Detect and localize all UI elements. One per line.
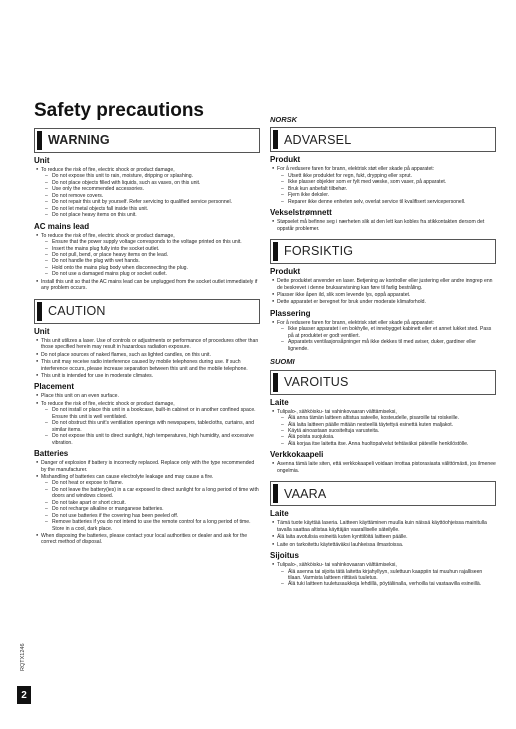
- bullet: ● Tulipalo-, sähköisku- tai vahinkovaaran välttämiseksi,: [270, 561, 496, 568]
- bullet: ● Laite on tarkoitettu käytettäväksi lauhkeissa ilmastoissa.: [270, 541, 496, 548]
- bullet: ● Dette produktet anvender en laser. Betjening av kontroller eller justering eller andre inngrep enn de beskrevet i denne bruksanvisning kan føre til farlig bestråling.: [270, 277, 496, 291]
- batteries-heading: Batteries: [34, 449, 69, 459]
- dash-item: – Fjern ikke deksler.: [270, 192, 496, 198]
- bullet: ● Place this unit on an even surface.: [34, 392, 260, 399]
- bullet: ● This unit may receive radio interference caused by mobile telephones during use. If such interference occurs, please increase separation between this unit and the mobile telephone.: [34, 358, 260, 372]
- bullet: ● Älä laita avotulisia esineitä kuten kynttilöitä laitteen päälle.: [270, 533, 496, 540]
- dash-item: – Insert the mains plug fully into the socket outlet.: [34, 246, 260, 252]
- bullet: ● Dette apparatet er beregnet for bruk under moderate klimaforhold.: [270, 298, 496, 305]
- dash-item: – Do not obstruct this unit's ventilation openings with newspapers, tablecloths, curtains, and similar items.: [34, 420, 260, 433]
- bullet: ● To reduce the risk of fire, electric shock or product damage,: [34, 232, 260, 239]
- dash-item: – Do not use batteries if the covering has been peeled off.: [34, 513, 260, 519]
- bullet: ● This unit utilizes a laser. Use of controls or adjustments or performance of procedures other than those specified herein may result in hazardous radiation exposure.: [34, 337, 260, 351]
- bullet: ● This unit is intended for use in moderate climates.: [34, 372, 260, 379]
- caution-heading: CAUTION: [34, 299, 260, 324]
- forsiktig-heading: FORSIKTIG: [270, 239, 496, 264]
- vekselstromnett-heading: Vekselstrømnett: [270, 208, 332, 218]
- dash-item: – Älä poista suojuksia.: [270, 434, 496, 440]
- dash-item: – Do not remove covers.: [34, 193, 260, 199]
- unit-heading: Unit: [34, 326, 50, 336]
- bullet: ● Plasser ikke åpen ild, slik som levende lys, oppå apparatet.: [270, 291, 496, 298]
- bullet: ● Tämä tuote käyttää laseria. Laitteen käyttäminen muulla kuin näissä käyttöohjeissa mainitulla tavalla saattaa altistaa käyttäjän vaaralliselle säteilylle.: [270, 519, 496, 533]
- dash-item: – Ensure that the power supply voltage corresponds to the voltage printed on this unit.: [34, 239, 260, 245]
- document-code: RQTX1246: [20, 643, 26, 671]
- dash-item: – Use only the recommended accessories.: [34, 186, 260, 192]
- bullet: ● Asenna tämä laite siten, että verkkokaapeli voidaan irrottaa pistorasiasta välittömästi, jos ilmenee ongelmia.: [270, 460, 496, 474]
- dash-item: – Apparatets ventilasjonsåpninger må ikke dekkes til med aviser, duker, gardiner eller lignende.: [270, 339, 496, 352]
- bullet: ● For å redusere faren for brann, elektrisk støt eller skade på apparatet:: [270, 165, 496, 172]
- dash-item: – Ikke plasser apparatet i en bokhylle, et innebygget kabinett eller et annet lukket sted. Pass på at produktet er godt ventilert.: [270, 326, 496, 339]
- vaara-heading: VAARA: [270, 481, 496, 506]
- dash-item: – Remove batteries if you do not intend to use the remote control for a long period of time. Store in a cool, dark place.: [34, 519, 260, 532]
- advarsel-heading: ADVARSEL: [270, 127, 496, 152]
- produkt-heading: Produkt: [270, 155, 301, 165]
- nordic-column: [270, 117, 496, 588]
- warning-heading: WARNING: [34, 128, 260, 153]
- bullet: ● Mishandling of batteries can cause electrolyte leakage and may cause a fire.: [34, 473, 260, 480]
- produkt-heading: Produkt: [270, 267, 301, 277]
- bullet: ● For å redusere faren for brann, elektrisk støt eller skade på apparatet:: [270, 319, 496, 326]
- mains-lead-heading: AC mains lead: [34, 221, 90, 231]
- unit-heading: Unit: [34, 156, 50, 165]
- dash-item: – Käytä ainoastaan suositeltuja varusteita.: [270, 428, 496, 434]
- bullet: ● Danger of explosion if battery is incorrectly replaced. Replace only with the type recommended by the manufacturer.: [34, 459, 260, 473]
- laite-heading: Laite: [270, 509, 289, 519]
- page-title: Safety precautions: [34, 100, 204, 121]
- dash-item: – Do not repair this unit by yourself. Refer servicing to qualified service personnel.: [34, 199, 260, 205]
- dash-item: – Do not expose this unit to direct sunlight, high temperatures, high humidity, and excessive vibration.: [34, 433, 260, 446]
- dash-item: – Do not pull, bend, or place heavy items on the lead.: [34, 252, 260, 258]
- page-number: 2: [17, 686, 31, 704]
- dash-item: – Do not place objects filled with liquids, such as vases, on this unit.: [34, 180, 260, 186]
- dash-item: – Älä tuki laitteen tuuletusaukkoja lehdillä, pöytäliinalla, verhoilla tai vastaavilla esineillä.: [270, 581, 496, 587]
- dash-item: – Do not take apart or short circuit.: [34, 500, 260, 506]
- bullet: ● Støpselet må befinne seg i nærheten slik at den lett kan kobles fra stikkontakten dersom det oppstår problemer.: [270, 218, 496, 232]
- verkkokaapeli-heading: Verkkokaapeli: [270, 450, 324, 460]
- placement-heading: Placement: [34, 382, 75, 392]
- bullet: ● Do not place sources of naked flames, such as lighted candles, on this unit.: [34, 351, 260, 358]
- bullet: ● Tulipalo-, sähköisku- tai vahinkovaaran välttämiseksi,: [270, 408, 496, 415]
- bullet: ● When disposing the batteries, please contact your local authorities or dealer and ask for the correct method of disposal.: [34, 532, 260, 546]
- dash-item: – Do not install or place this unit in a bookcase, built-in cabinet or in another confined space. Ensure this unit is well ventilated.: [34, 407, 260, 420]
- dash-item: – Do not leave the battery(ies) in a car exposed to direct sunlight for a long period of time with doors and windows closed.: [34, 487, 260, 500]
- laite-heading: Laite: [270, 397, 289, 407]
- dash-item: – Do not heat or expose to flame.: [34, 480, 260, 486]
- bullet: ● To reduce the risk of fire, electric shock or product damage,: [34, 400, 260, 407]
- dash-item: – Do not place heavy items on this unit.: [34, 212, 260, 218]
- language-label-suomi: SUOMI: [270, 357, 295, 367]
- dash-item: – Hold onto the mains plug body when disconnecting the plug.: [34, 265, 260, 271]
- dash-item: – Reparer ikke denne enheten selv, overlat service til kvalifisert servicepersonell.: [270, 199, 496, 205]
- dash-item: – Bruk kun anbefalt tilbehør.: [270, 186, 496, 192]
- english-column: [34, 128, 260, 546]
- bullet: ● To reduce the risk of fire, electric shock or product damage,: [34, 166, 260, 173]
- dash-item: – Do not use a damaged mains plug or socket outlet.: [34, 271, 260, 277]
- dash-item: – Do not handle the plug with wet hands.: [34, 258, 260, 264]
- dash-item: – Do not let metal objects fall inside this unit.: [34, 206, 260, 212]
- dash-item: – Ikke plasser objekter som er fylt med væske, som vaser, på apparatet.: [270, 179, 496, 185]
- dash-item: – Älä anna tämän laitteen altistua sateelle, kosteudelle, pisaroille tai roiskeille.: [270, 415, 496, 421]
- language-label-norsk: NORSK: [270, 115, 298, 124]
- plassering-heading: Plassering: [270, 308, 311, 318]
- sijoitus-heading: Sijoitus: [270, 551, 299, 561]
- dash-item: – Älä korjaa itse laitetta itse. Anna huoltopalvelut tehtäväksi päteville henkilöstölle.: [270, 441, 496, 447]
- dash-item: – Utsett ikke produktet for regn, fukt, drypping eller sprut.: [270, 173, 496, 179]
- dash-item: – Do not recharge alkaline or manganese batteries.: [34, 506, 260, 512]
- dash-item: – Älä asenna tai sijoita tätä laitetta kirjahyllyyn, sulettuun kaappiin tai muuhun rajalliseen tilaan. Varmista laitteen riittävä tuuletus.: [270, 569, 496, 582]
- varoitus-heading: VAROITUS: [270, 370, 496, 395]
- dash-item: – Älä laita laitteen päälle mitään nesteellä täytettyä esinettä kuten maljakot.: [270, 422, 496, 428]
- dash-item: – Do not expose this unit to rain, moisture, dripping or splashing.: [34, 173, 260, 179]
- bullet: ● Install this unit so that the AC mains lead can be unplugged from the socket outlet immediately if any problem occurs.: [34, 278, 260, 292]
